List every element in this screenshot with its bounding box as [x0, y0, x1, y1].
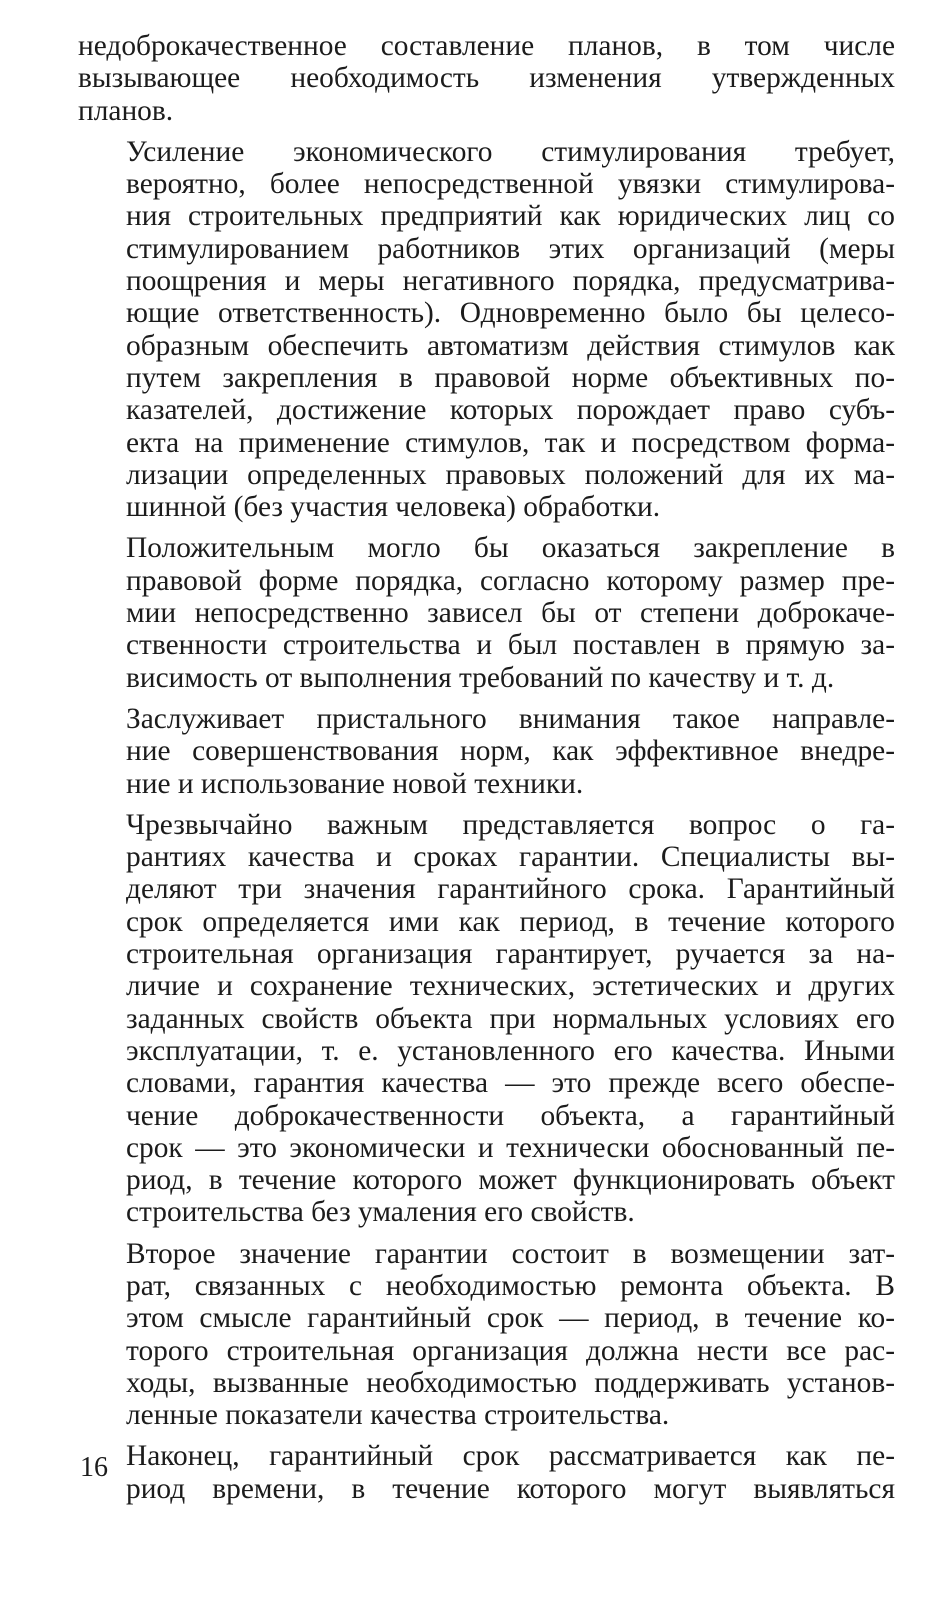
text-line: срок определяется ими как период, в течение которого [126, 905, 895, 938]
text-line: ние совершенствования норм, как эффективное внедре- [126, 735, 895, 768]
text-line: ственности строительства и был поставлен в прямую за- [126, 629, 895, 662]
page-number: 16 [80, 1452, 108, 1483]
paragraph-5 [78, 809, 895, 1229]
text-line: Усиление экономического стимулирования требует, [126, 135, 895, 168]
text-line: Наконец, гарантийный срок рассматривается как пе- [126, 1440, 895, 1473]
text-line: екта на применение стимулов, так и посредством форма- [126, 426, 895, 459]
text-line: строительства без умаления его свойств. [126, 1196, 635, 1229]
text-line: Второе значение гарантии состоит в возмещении зат- [126, 1237, 895, 1270]
text-line: шинной (без участия человека) обработки. [126, 491, 661, 524]
text-line: путем закрепления в правовой норме объективных по- [126, 361, 895, 394]
text-line: ходы, вызванные необходимостью поддерживать установ- [126, 1366, 895, 1399]
text-line: стимулированием работников этих организаций (меры [126, 232, 895, 265]
text-line: лизации определенных правовых положений для их ма- [126, 458, 895, 491]
text-line: Чрезвычайно важным представляется вопрос о га- [126, 808, 895, 841]
text-line: Положительным могло бы оказаться закрепление в [126, 532, 895, 565]
paragraph-6 [78, 1238, 895, 1432]
text-line: словами, гарантия качества — это прежде всего обеспе- [126, 1067, 895, 1100]
text-line: планов. [78, 94, 174, 127]
paragraph-7 [78, 1440, 895, 1505]
text-line: недоброкачественное составление планов, в том числе [78, 30, 895, 62]
page-text [78, 30, 895, 1514]
text-line: вызывающее необходимость изменения утвержденных [78, 62, 895, 95]
text-line: торого строительная организация должна нести все рас- [126, 1334, 895, 1367]
text-line: рантиях качества и сроках гарантии. Специалисты вы- [126, 841, 895, 874]
text-line: этом смысле гарантийный срок — период, в течение ко- [126, 1302, 895, 1335]
text-line: ленные показатели качества строительства. [126, 1399, 670, 1432]
text-line: рат, связанных с необходимостью ремонта объекта. В [126, 1269, 895, 1302]
text-line: риод времени, в течение которого могут выявляться [126, 1472, 895, 1505]
text-line: срок — это экономически и технически обоснованный пе- [126, 1131, 895, 1164]
text-line: ние и использование новой техники. [126, 767, 584, 800]
text-line: мии непосредственно зависел бы от степени доброкаче- [126, 597, 895, 630]
text-line: строительная организация гарантирует, ручается за на- [126, 938, 895, 971]
text-line: деляют три значения гарантийного срока. Гарантийный [126, 873, 895, 906]
text-line: личие и сохранение технических, эстетических и других [126, 970, 895, 1003]
text-line: висимость от выполнения требований по качеству и т. д. [126, 661, 835, 694]
paragraph-1 [78, 30, 895, 127]
paragraph-3 [78, 532, 895, 693]
text-line: заданных свойств объекта при нормальных условиях его [126, 1002, 895, 1035]
text-line: Заслуживает пристального внимания такое направле- [126, 702, 895, 735]
text-line: поощрения и меры негативного порядка, предусматрива- [126, 265, 895, 298]
text-line: правовой форме порядка, согласно которому размер пре- [126, 564, 895, 597]
text-line: казателей, достижение которых порождает право субъ- [126, 394, 895, 427]
text-line: эксплуатации, т. е. установленного его качества. Иными [126, 1034, 895, 1067]
paragraph-4 [78, 703, 895, 800]
text-line: образным обеспечить автоматизм действия стимулов как [126, 329, 895, 362]
paragraph-2 [78, 136, 895, 524]
text-line: ния строительных предприятий как юридических лиц со [126, 200, 895, 233]
text-line: ющие ответственность). Одновременно было бы целесо- [126, 297, 895, 330]
text-line: риод, в течение которого может функционировать объект [126, 1164, 895, 1197]
text-line: чение доброкачественности объекта, а гарантийный [126, 1099, 895, 1132]
text-line: вероятно, более непосредственной увязки стимулирова- [126, 168, 895, 201]
